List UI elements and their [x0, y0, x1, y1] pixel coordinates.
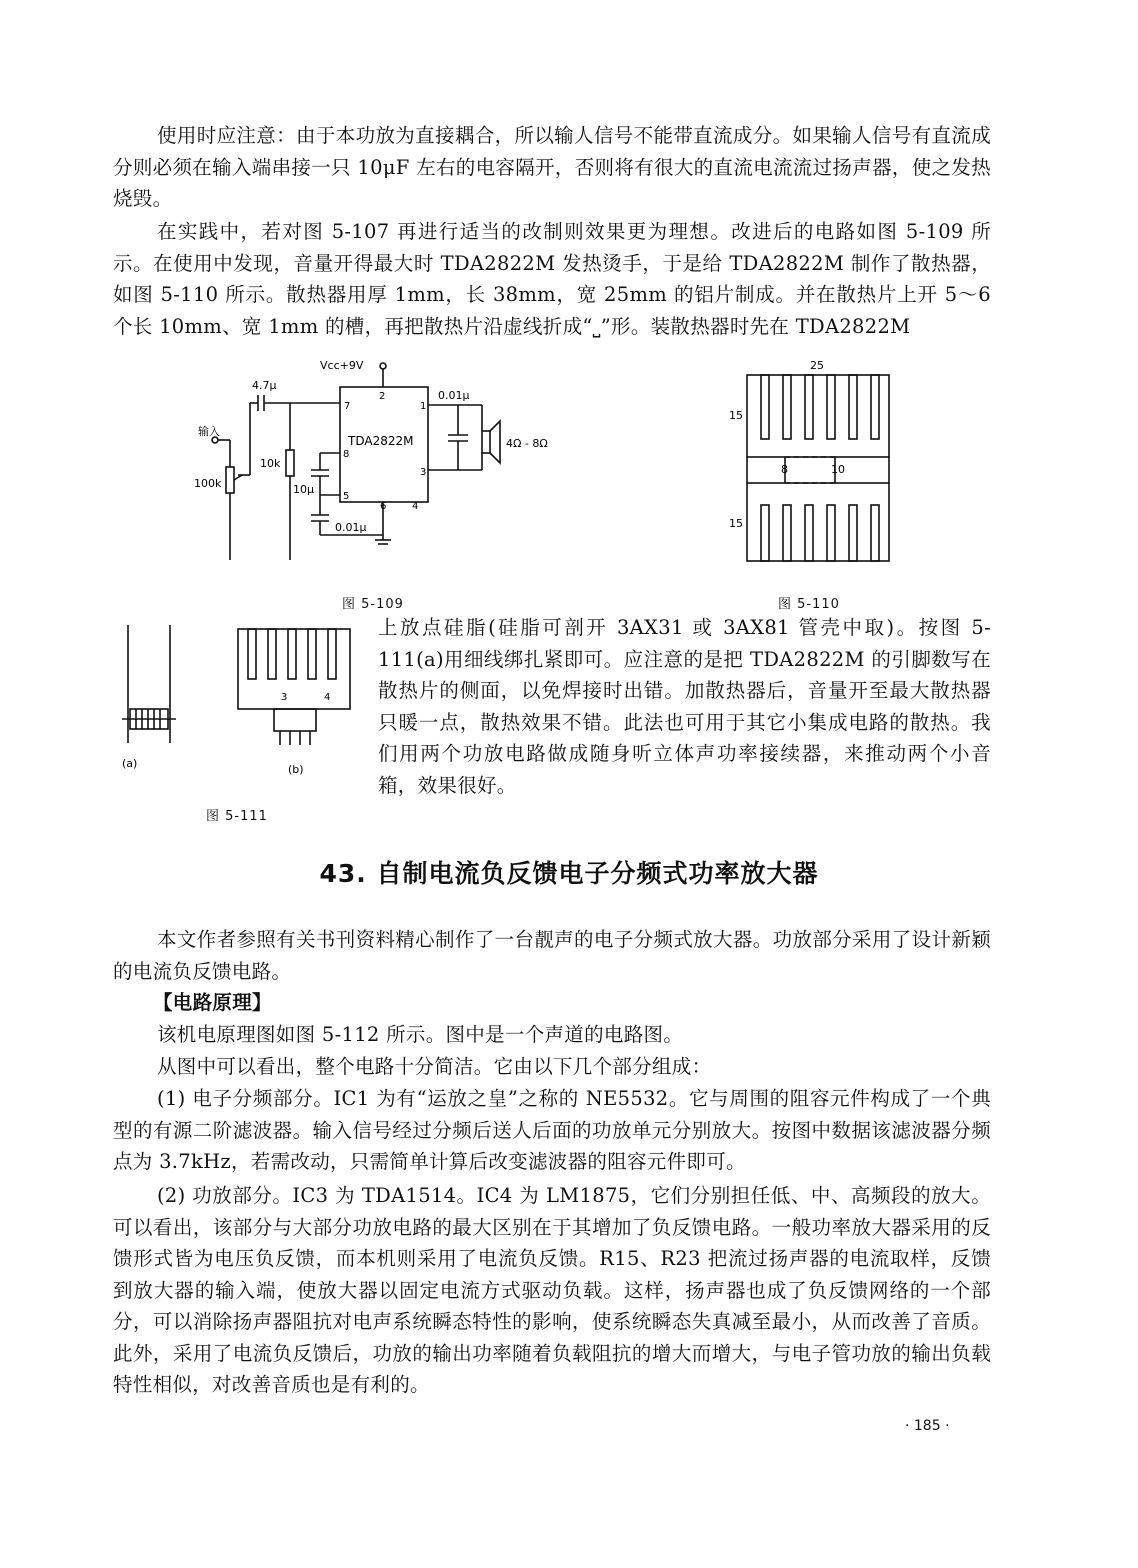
figure-5-111-caption: 图 5-111 [206, 809, 268, 824]
pin-label: 3 [420, 467, 427, 478]
figure-5-111-mounting [110, 615, 365, 780]
input-label: 输入 [198, 425, 220, 438]
gap-label: 8 [781, 463, 788, 476]
paragraph-heatsink-mounting: 上放点硅脂(硅脂可剖开 3AX31 或 3AX81 管壳中取)。按图 5-111(a)用细线绑扎紧即可。应注意的是把 TDA2822M 的引脚数写在散热片的侧面，以免焊接时出错。加散热器后，音量开至最大散热器只暖一点，散热效果不错。此法也可用于其它小集成电路的散热。我们用两个功放电路做成随身听立体声功率接续器，来推动两个小音箱，效果很好。 [378, 616, 991, 797]
pin-label: 1 [420, 401, 427, 412]
slot-label: 10 [831, 463, 845, 476]
paragraph-crossover: (1) 电子分频部分。IC1 为有“运放之皇”之称的 NE5532。它与周围的阻容元件构成了一个典型的有源二阶滤波器。输入信号经过分频后送人后面的功放单元分别放大。按图中数据该滤波器分频点为 3.7kHz，若需改动，只需简单计算后改变滤波器的阻容元件即可。 [113, 1087, 991, 1173]
side-bottom-label: 15 [729, 517, 743, 530]
label-a: (a) [122, 757, 138, 770]
pin-label: 8 [343, 449, 350, 460]
ic-label: TDA2822M [348, 434, 414, 448]
figure-5-109-caption: 图 5-109 [342, 597, 404, 612]
paragraph-usage-note: 使用时应注意：由于本功放为直接耦合，所以输人信号不能带直流成分。如果输人信号有直流成分则必须在输入端串接一只 10μF 左右的电容隔开，否则将有很大的直流电流流过扬声器，使之发热烧毁。 [113, 124, 991, 210]
paragraph-subheading: 【电路原理】 [153, 991, 272, 1014]
label-b: (b) [288, 763, 304, 776]
paragraph-schematic-ref: 该机电原理图如图 5-112 所示。图中是一个声道的电路图。 [157, 1023, 684, 1046]
low-cap-label: 0.01μ [335, 521, 367, 534]
pin-label: 5 [343, 491, 350, 502]
pin-label: 7 [344, 401, 351, 412]
pin-label: 6 [380, 501, 387, 512]
figure-5-110-caption: 图 5-110 [778, 597, 840, 612]
paragraph-overview: 从图中可以看出，整个电路十分简洁。它由以下几个部分组成： [157, 1055, 712, 1078]
width-label: 25 [810, 359, 824, 372]
pin-label: 2 [379, 391, 386, 402]
output-cap-label: 0.01μ [438, 389, 470, 402]
page-number: · 185 · [905, 1418, 950, 1434]
pin-label: 4 [412, 501, 419, 512]
pin-label: 3 [281, 692, 288, 703]
figure-5-109-circuit [190, 355, 580, 570]
side-top-label: 15 [729, 409, 743, 422]
paragraph-author-intro: 本文作者参照有关书刊资料精心制作了一台靓声的电子分频式放大器。功放部分采用了设计新颖的电流负反馈电路。 [113, 928, 991, 983]
paragraph-amplifier: (2) 功放部分。IC3 为 TDA1514。IC4 为 LM1875，它们分别担任低、中、高频段的放大。可以看出，该部分与大部分功放电路的最大区别在于其增加了负反馈电路。一般功率放大器采用的反馈形式皆为电压负反馈，而本机则采用了电流负反馈。R15、R23 把流过扬声器的电流取样，反馈到放大器的输入端，使放大器以固定电流方式驱动负载。这样，扬声器也成了负反馈网络的一个部分，可以消除扬声器阻抗对电声系统瞬态特性的影响，使系统瞬态失真减至最小，从而改善了音质。此外，采用了电流负反馈后，功放的输出功率随着负载阻抗的增大而增大，与电子管功放的输出负载特性相似，对改善音质也是有利的。 [113, 1184, 991, 1396]
figure-5-110-heatsink [725, 355, 905, 570]
section-heading: 43. 自制电流负反馈电子分频式功率放大器 [319, 859, 819, 888]
resistor-label: 10k [260, 457, 281, 470]
vcc-label: Vcc+9V [320, 359, 364, 372]
speaker-label: 4Ω - 8Ω [506, 437, 548, 450]
input-cap-label: 4.7μ [252, 379, 277, 392]
feedback-cap-label: 10μ [293, 483, 314, 496]
pot-label: 100k [194, 477, 222, 490]
pin-label: 4 [324, 692, 331, 703]
paragraph-heatsink-intro: 在实践中，若对图 5-107 再进行适当的改制则效果更为理想。改进后的电路如图 5-109 所示。在使用中发现，音量开得最大时 TDA2822M 发热烫手，于是给 TDA2822M 制作了散热器，如图 5-110 所示。散热器用厚 1mm，长 38mm，宽 25mm 的铝片制成。并在散热片上开 5～6 个长 10mm、宽 1mm 的槽，再把散热片沿虚线折成“⎵”形。装散热器时先在 TDA2822M [113, 220, 991, 338]
